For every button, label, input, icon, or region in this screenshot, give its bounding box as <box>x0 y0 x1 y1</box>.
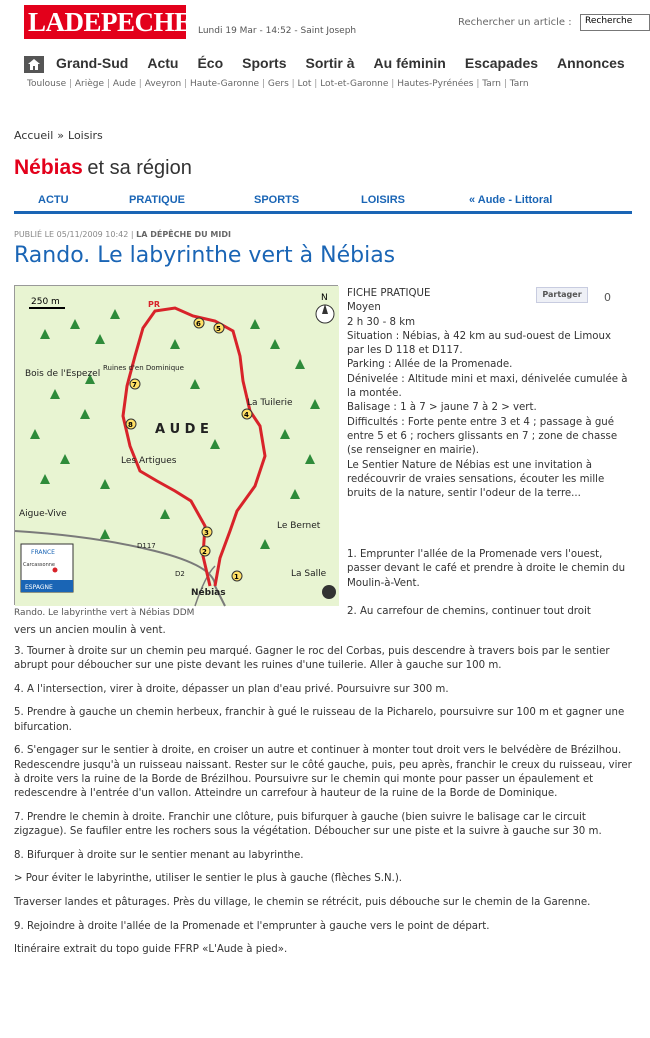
site-logo[interactable]: LADEPECHE.fr <box>24 5 186 39</box>
waypoint-5: 5 <box>216 325 221 333</box>
map-label-d117: D117 <box>137 542 156 550</box>
tab-sports[interactable]: SPORTS <box>254 194 300 206</box>
article-paragraph: Traverser landes et pâturages. Près du village, le chemin se rétrécit, puis débouche sur le chemin de la Garenne. <box>14 896 591 908</box>
nav-item[interactable]: Escapades <box>464 55 539 71</box>
article-paragraph: Itinéraire extrait du topo guide FFRP «L'Aude à pied». <box>14 944 288 956</box>
tab-pratique[interactable]: PRATIQUE <box>129 194 186 206</box>
nav-item[interactable]: Actu <box>147 55 179 71</box>
inset-carcassonne: Carcassonne <box>23 562 55 568</box>
waypoint-7: 7 <box>132 381 137 389</box>
tab-loisirs[interactable]: LOISIRS <box>361 194 406 206</box>
region-title <box>14 156 192 180</box>
nav-item[interactable]: Grand-Sud <box>56 55 129 71</box>
subnav-item[interactable]: | Gers <box>259 79 289 89</box>
share-button[interactable]: Partager <box>536 287 588 303</box>
tab-actu[interactable]: ACTU <box>38 194 69 206</box>
fiche-line: 2 h 30 - 8 km <box>347 316 416 328</box>
fiche-line: Parking : Allée de la Promenade. <box>347 359 513 371</box>
breadcrumb <box>14 129 103 142</box>
map-label-aude: A U D E <box>155 422 209 437</box>
subnav-item[interactable]: | Ariège <box>66 79 104 89</box>
subnav-item[interactable]: | Lot-et-Garonne <box>311 79 388 89</box>
main-nav <box>0 52 640 76</box>
nav-item[interactable]: Sports <box>242 55 287 71</box>
nav-item[interactable]: Annonces <box>557 55 625 71</box>
map-scale: 250 m <box>31 297 60 307</box>
nav-item[interactable]: Au féminin <box>373 55 446 71</box>
article-paragraph: 8. Bifurquer à droite sur le sentier menant au labyrinthe. <box>14 849 304 861</box>
fiche-line: Difficultés : Forte pente entre 3 et 4 ; passage à gué entre 5 et 6 ; rochers glissants en 7 ; zone de chasse (se renseigner en mairie). <box>347 416 618 457</box>
map-north: N <box>321 293 328 303</box>
subnav-item[interactable]: | Aude <box>104 79 136 89</box>
map-label-aigue-vive: Aigue-Vive <box>19 509 67 519</box>
breadcrumb-separator: » <box>57 129 65 142</box>
waypoint-2: 2 <box>202 548 207 556</box>
waypoint-8: 8 <box>128 421 133 429</box>
sub-nav <box>27 79 529 89</box>
region-name: Nébias <box>14 156 83 179</box>
article-paragraph: > Pour éviter le labyrinthe, utiliser le sentier le plus à gauche (flèches S.N.). <box>14 873 403 885</box>
publish-date: PUBLIÉ LE 05/11/2009 10:42 | <box>14 230 134 239</box>
map-label-bernet: Le Bernet <box>277 521 321 531</box>
subnav-item[interactable]: Toulouse <box>27 79 67 89</box>
waypoint-6: 6 <box>196 320 201 328</box>
trail-map-svg <box>15 286 339 606</box>
map-label-tuilerie: La Tuilerie <box>247 398 293 408</box>
subnav-item[interactable]: | Tarn <box>501 79 529 89</box>
article-paragraph: 9. Rejoindre à droite l'allée de la Promenade et l'emprunter à gauche vers le point de départ. <box>14 920 490 932</box>
fiche-line: Dénivelée : Altitude mini et maxi, dénivelée cumulée à la montée. <box>347 373 628 400</box>
fiche-pratique <box>347 287 630 501</box>
map-label-ruines: Ruines d'en Dominique <box>103 364 184 372</box>
search-label: Rechercher un article : <box>458 17 572 28</box>
section-tabs <box>14 191 632 214</box>
nav-item[interactable]: Éco <box>197 55 224 71</box>
share-count: 0 <box>604 291 611 304</box>
breadcrumb-current[interactable]: Loisirs <box>68 129 103 142</box>
fiche-line: Situation : Nébias, à 42 km au sud-ouest de Limoux par les D 118 et D117. <box>347 330 612 357</box>
article-title: Rando. Le labyrinthe vert à Nébias <box>14 243 396 268</box>
nav-item[interactable]: Sortir à <box>305 55 355 71</box>
current-date: Lundi 19 Mar - 14:52 - Saint Joseph <box>198 26 357 36</box>
waypoint-4: 4 <box>244 411 249 419</box>
fiche-line: Balisage : 1 à 7 > jaune 7 à 2 > vert. <box>347 402 537 414</box>
intro-steps <box>347 548 630 600</box>
step-2 <box>14 605 634 639</box>
subnav-item[interactable]: | Lot <box>289 79 312 89</box>
article-paragraph: 4. A l'intersection, virer à droite, dépasser un plan d'eau privé. Poursuivre sur 300 m. <box>14 683 449 695</box>
article-byline <box>14 230 231 239</box>
waypoint-3: 3 <box>204 529 209 537</box>
article-paragraph: 6. S'engager sur le sentier à droite, en croiser un autre et continuer à monter tout droit vers le belvédère de Brézilhou. Redescendre jusqu'à un ruisseau naissant. Rester sur le côté gauche, puis, peu après, franchir le creux du ruisseau, virer à droite vers la ruine de la Borde de Brézilhou. Poursuivre sur le chemin qui monte pour passer un épaulement et redescendre à l'entrée d'un vallon. Atteindre un carrefour à hauteur de la ruine de la Borde de Dominique. <box>14 745 632 800</box>
step-2-part-b: vers un ancien moulin à vent. <box>14 625 166 636</box>
map-label-artigues: Les Artigues <box>121 456 177 466</box>
subnav-item[interactable]: | Tarn <box>473 79 501 89</box>
article-paragraph: 7. Prendre le chemin à droite. Franchir une clôture, puis bifurquer à gauche (bien suivre le balisage car le circuit zigzague). Se faufiler entre les rochers sous la végétation. Déboucher sur une piste et la suivre à gauche sur 30 m. <box>14 811 602 838</box>
region-subtitle: et sa région <box>87 157 192 179</box>
inset-france: FRANCE <box>31 549 55 556</box>
waypoint-1: 1 <box>234 573 239 581</box>
article-paragraph: 5. Prendre à gauche un chemin herbeux, franchir à gué le ruisseau de la Picharelo, poursuivre sur 100 m et gagner une bifurcation. <box>14 707 625 733</box>
step-1: 1. Emprunter l'allée de la Promenade vers l'ouest, passer devant le café et prendre à droite le chemin du Moulin-à-Vent. <box>347 549 626 589</box>
map-label-salle: La Salle <box>291 569 327 579</box>
fiche-line: Le Sentier Nature de Nébias est une invitation à redécouvrir de vraies sensations, écouter les mille bruits de la nature, sentir l'odeur de la terre... <box>347 459 605 500</box>
map-label-pr: PR <box>148 300 161 309</box>
subnav-item[interactable]: | Hautes-Pyrénées <box>388 79 473 89</box>
breadcrumb-home[interactable]: Accueil <box>14 129 54 142</box>
step-2-part-a: 2. Au carrefour de chemins, continuer tout droit <box>347 606 591 617</box>
nav-items <box>56 55 644 71</box>
subnav-item[interactable]: | Haute-Garonne <box>181 79 259 89</box>
article-body <box>14 645 634 967</box>
tab-aude-littoral[interactable]: « Aude - Littoral <box>469 194 553 206</box>
article-source: LA DÉPÊCHE DU MIDI <box>136 230 231 239</box>
map-label-d2: D2 <box>175 570 185 578</box>
trail-map-image <box>14 285 338 605</box>
image-caption: Rando. Le labyrinthe vert à Nébias DDM <box>14 608 195 618</box>
inset-espagne: ESPAGNE <box>25 584 53 591</box>
fiche-line: Moyen <box>347 302 381 314</box>
fiche-line: FICHE PRATIQUE <box>347 288 431 299</box>
map-label-nebias: Nébias <box>191 588 226 598</box>
top-bar <box>0 0 640 46</box>
article-paragraph: 3. Tourner à droite sur un chemin peu marqué. Gagner le roc del Corbas, puis descendre à travers bois par le sentier abrupt pour déboucher sur une piste devant les ruines d'une tuilerie. Aller à gauche sur 100 m. <box>14 646 610 672</box>
map-label-bois: Bois de l'Espezel <box>25 369 101 379</box>
search-input[interactable]: Recherche <box>580 14 650 31</box>
home-icon[interactable] <box>24 56 44 73</box>
subnav-item[interactable]: | Aveyron <box>136 79 181 89</box>
